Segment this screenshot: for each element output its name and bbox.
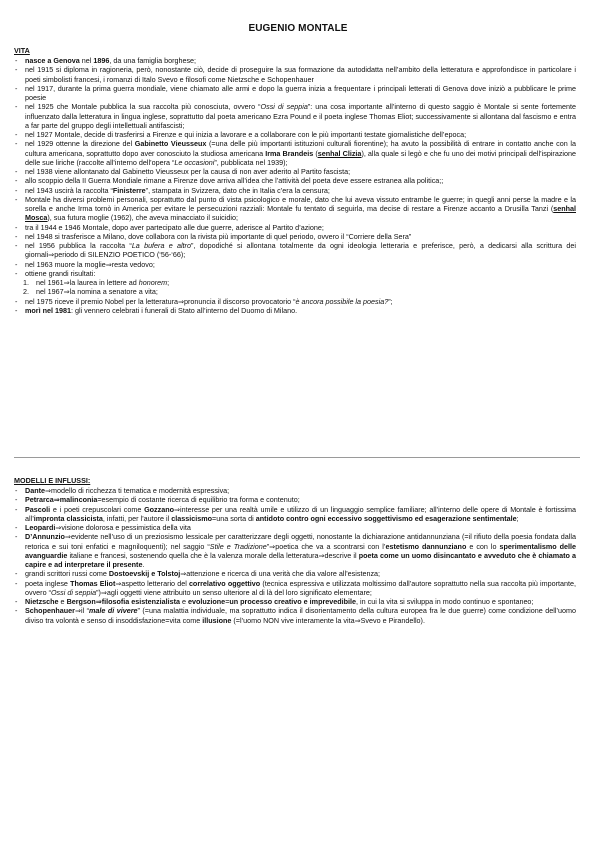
bullet-dash: - <box>15 167 18 176</box>
list-item <box>14 505 576 524</box>
bullet-dash: - <box>15 606 18 616</box>
text-run: ”)⇒agli oggetti viene attribuito un senso ulteriore al di là del loro significato elementare; <box>96 587 372 597</box>
text-run: Leopardi <box>25 523 56 532</box>
bullet-dash: - <box>15 102 18 112</box>
text-run: Stile e Tradizione <box>209 541 267 551</box>
bullet-dash: - <box>15 259 18 269</box>
text-run: ; <box>516 513 519 523</box>
bullet-dash: - <box>15 130 18 139</box>
list-item <box>14 495 576 504</box>
text-run: Ossi di seppia <box>50 587 97 597</box>
text-run: e con lo <box>466 541 500 551</box>
text-run: Petrarca⇒malinconia <box>25 495 98 505</box>
text-run: e i poeti crepuscolari come <box>50 504 145 514</box>
list-item <box>14 260 576 269</box>
text-run: ⇒interesse per una realtà umile e utilizzo di un linguaggio semplice familiare; all’interno delle opere di Montale è fortissima all’ <box>25 504 576 523</box>
bullet-dash: - <box>15 578 18 588</box>
text-run: ”: una cosa importante all’interno di questo saggio è Montale si sente fortemente influenzato dalla letteratura in lingua inglese, soprattutto dal poeta americano Ezra Pound e il poeta inglese Thomas Eliot; successivamente si allontana dal fascismo e entra a far parte del gruppo degli intellettuali antifascisti; <box>25 102 576 130</box>
bullet-dash: - <box>15 194 18 204</box>
text-run: . <box>142 560 145 569</box>
list-item <box>14 532 576 569</box>
bullet-dash: - <box>15 523 18 532</box>
list-item <box>14 306 576 315</box>
vita-list <box>14 56 576 315</box>
text-run: ⇒evidente nell’uso di un preziosismo lessicale per caratterizzare degli oggetti, nonostante la dichiarazione antidannunziana (=il rifiuto della poesia fondata dalla retorica e sui toni enfatici e magniloquenti); nel saggio “ <box>25 532 576 551</box>
text-run: nel 1967⇒la nomina a senatore a vita; <box>36 287 158 297</box>
text-run: ”, pubblicata nel 1939); <box>214 157 288 167</box>
list-item <box>14 241 576 260</box>
text-run: classicismo <box>171 513 213 523</box>
text-run: Pascoli <box>25 504 51 514</box>
text-run: nel 1929 ottenne la direzione del <box>25 139 135 149</box>
text-run: ottiene grandi risultati: <box>25 268 96 278</box>
text-run: nasce a Genova <box>25 56 80 65</box>
bullet-dash: - <box>15 532 18 542</box>
text-run: Gabinetto Vieusseux <box>134 139 207 149</box>
text-run: La bufera e altro <box>131 241 191 250</box>
text-run: Gozzano <box>144 504 175 514</box>
text-run: Dostoevskij e Tolstoj <box>108 569 181 579</box>
text-run: Ossi di seppia <box>260 102 308 112</box>
text-run: nel 1975 riceve il premio Nobel per la letteratura⇒pronuncia il discorso provocatorio “ <box>25 296 296 306</box>
list-item <box>14 102 576 130</box>
text-run: ” (=una malattia individuale, ma soprattutto indica il disorientamento della cultura europea fra le due guerre) come condizione dell’uomo diviso tra volontà e senso di insoddisfazione=vita come <box>25 606 576 625</box>
list-item <box>14 195 576 223</box>
text-run: nel 1925 che Montale pubblica la sua raccolta più conosciuta, ovvero “ <box>25 102 261 112</box>
text-run: (=una delle più importanti istituzioni culturali fiorentine); ha avuto la possibilità di entrare in contatto anche con la cultura americana, soprattutto dopo aver conosciuto la studiosa americana <box>25 139 577 158</box>
bullet-dash: - <box>15 139 18 149</box>
bullet-dash: - <box>15 486 18 495</box>
list-item <box>14 223 576 232</box>
numbered-sub-item <box>14 287 576 296</box>
text-run: estetismo dannunziano <box>385 541 467 551</box>
bullet-dash: - <box>15 495 18 505</box>
text-run: Schopenhauer <box>25 606 75 616</box>
document-title: EUGENIO MONTALE <box>248 23 348 34</box>
text-run: : gli vennero celebrati i funerali di Stato all’interno del Duomo di Milano. <box>70 305 298 315</box>
list-item <box>14 84 576 103</box>
text-run: ; <box>167 278 170 287</box>
text-run: male di vivere <box>89 606 138 616</box>
bullet-dash: - <box>15 569 18 579</box>
text-run: ”, stampata in Svizzera, dato che in Italia c’era la censura; <box>145 185 330 195</box>
list-item <box>14 597 576 606</box>
bullet-dash: - <box>15 231 18 241</box>
text-run: =esempio di costante ricerca di equilibrio tra forma e contenuto; <box>97 495 300 505</box>
text-run: Finisterre <box>112 185 146 195</box>
list-item <box>14 579 576 598</box>
text-run: honorem <box>138 278 168 287</box>
text-run: ”; <box>388 296 393 306</box>
text-run: evoluzione <box>188 597 226 606</box>
text-run: italiane e francesi, sostenendo quella che è la valenza morale della letteratura⇒descrive il <box>67 550 359 560</box>
bullet-dash: - <box>15 504 18 514</box>
text-run: poeta inglese <box>25 578 71 588</box>
text-run: senhal Mosca <box>25 204 576 223</box>
modelli-list <box>14 486 576 625</box>
list-item <box>14 232 576 241</box>
bullet-dash: - <box>15 222 18 232</box>
text-run: , in cui la vita si sviluppa in modo continuo e spontaneo; <box>356 597 534 606</box>
text-run: 1896 <box>93 56 110 65</box>
text-run: ), alla quale si legò e che fu uno dei motivi principali dell’ispirazione delle sue liriche (raccolte all’interno dell’opera “ <box>25 148 577 167</box>
list-item <box>14 297 576 306</box>
list-item <box>14 606 576 625</box>
text-run: D’Annunzio <box>25 532 65 542</box>
list-item <box>14 130 576 139</box>
text-run: Le occasioni <box>174 157 215 167</box>
text-run: nel 1963 muore la moglie⇒resta vedovo; <box>25 259 155 269</box>
section-heading-vita: VITA <box>14 46 30 55</box>
text-run: = <box>225 597 230 606</box>
text-run: nel 1927 Montale, decide di trasferirsi a Firenze e qui inizia a lavorare e a collaborare con le più importanti testate giornalistiche dell’epoca; <box>25 130 467 139</box>
text-run: allo scoppio della II Guerra Mondiale rimane a Firenze dove arriva all’idea che l’attività del poeta deve essere estranea alla politica;; <box>25 176 444 186</box>
list-item <box>14 56 576 65</box>
text-run: sperimentalismo delle avanguardie <box>25 541 577 560</box>
text-run: Nietzsche <box>25 597 59 606</box>
bullet-dash: - <box>15 597 18 606</box>
text-run: nel 1956 pubblica la raccolta “ <box>25 241 132 250</box>
text-run: ), sua futura moglie (1962), che aveva minacciato il suicidio; <box>47 213 238 223</box>
text-run: ( <box>313 148 318 158</box>
list-item <box>14 65 576 84</box>
text-run: poeta come un uomo disincantato e avveduto che è chiamato a capire e ad interpretare il presente <box>25 550 576 569</box>
list-item <box>14 176 576 185</box>
text-run: senhal Clizia <box>317 148 362 158</box>
text-run: morì nel 1981 <box>25 305 71 315</box>
bullet-dash: - <box>15 56 18 65</box>
list-item <box>14 569 576 578</box>
list-item <box>14 269 576 278</box>
text-run: tra il 1944 e 1946 Montale, dopo aver partecipato alle due guerre, aderisce al Partito d’azione; <box>25 222 324 232</box>
section-divider <box>14 457 580 458</box>
bullet-dash: - <box>15 65 18 75</box>
text-run: correlativo oggettivo <box>188 578 261 588</box>
text-run: nel 1961⇒la laurea in lettere ad <box>36 278 139 287</box>
bullet-dash: - <box>15 176 18 186</box>
text-run: impronta classicista <box>33 513 103 523</box>
text-run: nel 1943 uscirà la raccolta “ <box>25 185 113 195</box>
text-run: ⇒aspetto letterario del <box>115 578 189 588</box>
text-run: ⇒attenzione e ricerca di una verità che dia valore all’esistenza; <box>180 569 381 579</box>
text-run: nel 1917, durante la prima guerra mondiale, viene chiamato alle armi e dopo la guerra inizia a frequentare i principali letterati di Genova dove iniziò a pubblicare le prime poesie <box>25 83 576 102</box>
bullet-dash: - <box>15 268 18 278</box>
text-run: =una sorta di <box>212 513 256 523</box>
list-item <box>14 139 576 167</box>
text-run: nel 1915 si diploma in ragioneria, però, nonostante ciò, decide di proseguire la sua formazione da autodidatta nell’ambito della letteratura e approfondisce in particolare i poeti simbolisti francesi, i romanzi di Italo Svevo e filosofi come Nietzsche e Schopenhauer <box>25 65 576 84</box>
section-heading-modelli: MODELLI E INFLUSSI: <box>14 476 91 485</box>
text-run: (=l’uomo NON vive interamente la vita⇒Svevo e Pirandello). <box>231 615 425 625</box>
text-run: illusione <box>202 615 232 625</box>
text-run: ”, dopodiché si allontana totalmente da ogni ideologia letteraria e preferisce, però, a dedicarsi alla scrittura dei giornali⇒periodo di SILENZIO POETICO (‘56-‘66); <box>25 241 576 260</box>
bullet-dash: - <box>15 305 18 315</box>
text-run: ⇒visione dolorosa e pessimistica della vita <box>55 523 191 532</box>
text-run: (tecnica espressiva e utilizzata moltissimo dall’autore soprattutto nella sua raccolta più importante, ovvero “ <box>25 578 576 597</box>
text-run: è ancora possibile la poesia? <box>295 296 389 306</box>
sub-item-number: 2. <box>23 287 29 297</box>
bullet-dash: - <box>15 83 18 93</box>
bullet-dash: - <box>15 296 18 306</box>
list-item <box>14 186 576 195</box>
bullet-dash: - <box>15 241 18 250</box>
text-run: grandi scrittori russi come <box>25 569 109 579</box>
text-run: Dante <box>25 486 45 495</box>
text-run: e <box>180 597 189 606</box>
text-run: antidoto contro ogni eccessivo soggettivismo ed esagerazione sentimentale <box>255 513 517 523</box>
text-run: e <box>58 597 67 606</box>
text-run: nel <box>79 56 94 65</box>
text-run: Thomas Eliot <box>70 578 116 588</box>
text-run: ⇒modello di ricchezza ti tematica e modernità espressiva; <box>44 486 230 495</box>
text-run: nel 1938 viene allontanato dal Gabinetto Vieusseux per la causa di non aver aderito al Partito fascista; <box>25 167 351 176</box>
text-run: Montale ha diversi problemi personali, soprattutto dal punto di vista psicologico e morale, dato che lui aveva vissuto entrambe le guerre; in quegli anni perse la madre e la sorella e anche Irma tornò in America per evitare le persecuzioni razziali: Montale fu tentato di seguirla, ma decise di restare a Firenze accanto a Drusilla Tanzi ( <box>25 194 576 213</box>
list-item <box>14 523 576 532</box>
text-run: , da una famiglia borghese; <box>109 56 197 65</box>
list-item <box>14 167 576 176</box>
text-run: ⇒il “ <box>74 606 90 616</box>
list-item <box>14 486 576 495</box>
bullet-dash: - <box>15 185 18 195</box>
sub-item-number: 1. <box>23 278 29 287</box>
text-run: , infatti, per l’autore il <box>102 513 172 523</box>
text-run: Irma Brandeis <box>265 148 314 158</box>
text-run: nel 1948 si trasferisce a Milano, dove collabora con la rivista più importante di quel periodo, ovvero il “Corriere della Sera” <box>25 231 412 241</box>
numbered-sub-item <box>14 278 576 287</box>
text-run: Bergson⇒filosofia esistenzialista <box>66 597 181 606</box>
text-run: un processo creativo e imprevedibile <box>229 597 357 606</box>
text-run: ”⇒poetica che va a scontrarsi con l’ <box>266 541 386 551</box>
